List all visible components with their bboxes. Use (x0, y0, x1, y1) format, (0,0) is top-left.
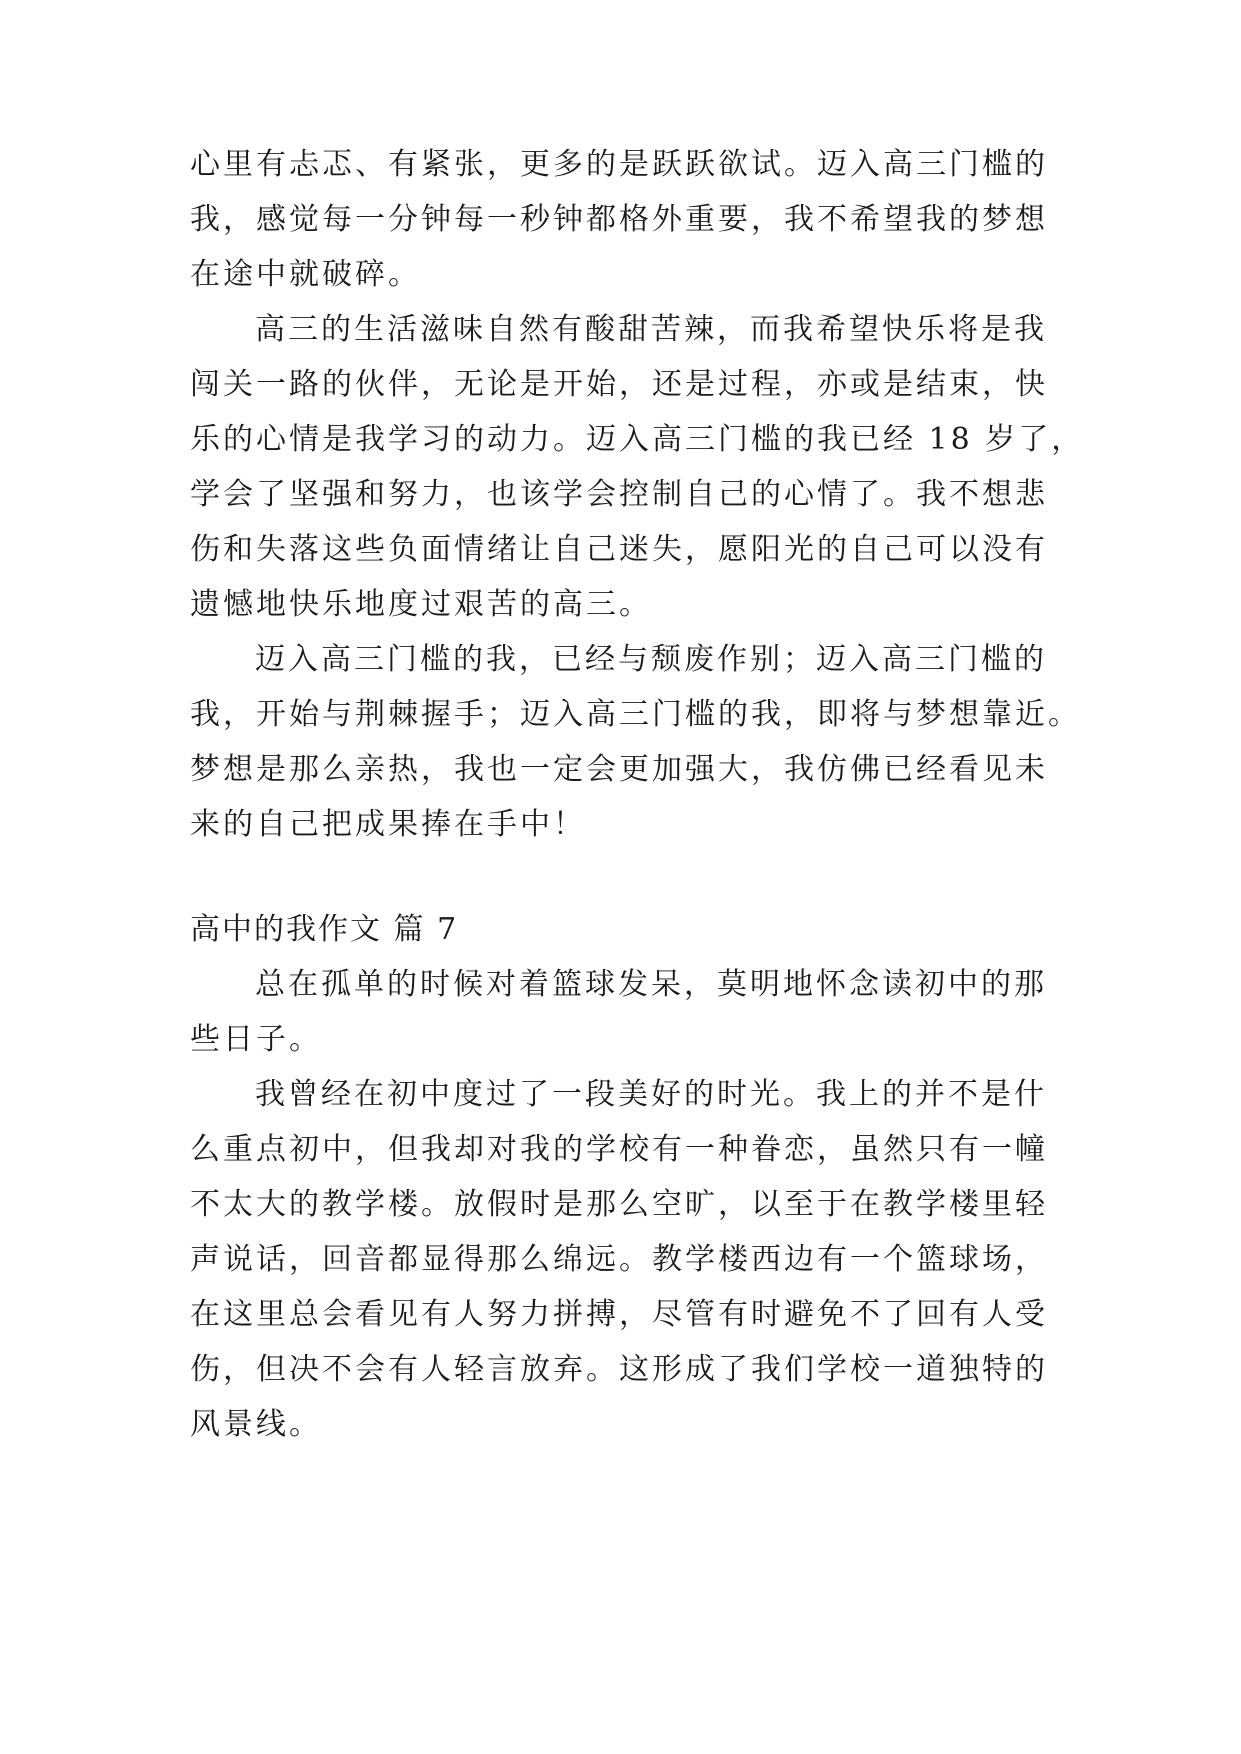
paragraph-line: 我曾经在初中度过了一段美好的时光。我上的并不是什 (255, 1077, 1047, 1112)
paragraph-line: 梦想是那么亲热，我也一定会更加强大，我仿佛已经看见未 (190, 752, 1048, 787)
paragraph-line: 声说话，回音都显得那么绵远。教学楼西边有一个篮球场， (190, 1242, 1048, 1277)
paragraph-line: 高三的生活滋味自然有酸甜苦辣，而我希望快乐将是我 (255, 312, 1047, 347)
paragraph-line: 伤和失落这些负面情绪让自己迷失，愿阳光的自己可以没有 (190, 532, 1048, 567)
paragraph-line: 乐的心情是我学习的动力。迈入高三门槛的我已经 18 岁了， (190, 422, 1085, 457)
paragraph-line: 遗憾地快乐地度过艰苦的高三。 (190, 587, 652, 622)
paragraph-line: 么重点初中，但我却对我的学校有一种眷恋，虽然只有一幢 (190, 1132, 1048, 1167)
paragraph-line: 伤，但决不会有人轻言放弃。这形成了我们学校一道独特的 (190, 1352, 1048, 1387)
paragraph-line: 闯关一路的伙伴，无论是开始，还是过程，亦或是结束，快 (190, 367, 1048, 402)
paragraph-line: 在这里总会看见有人努力拼搏，尽管有时避免不了回有人受 (190, 1297, 1048, 1332)
paragraph-line: 些日子。 (190, 1022, 322, 1057)
paragraph-line: 我，开始与荆棘握手；迈入高三门槛的我，即将与梦想靠近。 (190, 697, 1081, 732)
section-title: 高中的我作文 篇 7 (190, 912, 459, 947)
paragraph-line: 不太大的教学楼。放假时是那么空旷，以至于在教学楼里轻 (190, 1187, 1048, 1222)
paragraph-line: 风景线。 (190, 1407, 322, 1442)
paragraph-line: 来的自己把成果捧在手中！ (190, 807, 586, 842)
paragraph-line: 学会了坚强和努力，也该学会控制自己的心情了。我不想悲 (190, 477, 1048, 512)
paragraph-line: 心里有忐忑、有紧张，更多的是跃跃欲试。迈入高三门槛的 (190, 147, 1048, 182)
paragraph-line: 迈入高三门槛的我，已经与颓废作别；迈入高三门槛的 (255, 642, 1047, 677)
paragraph-line: 总在孤单的时候对着篮球发呆，莫明地怀念读初中的那 (255, 967, 1047, 1002)
paragraph-line: 我，感觉每一分钟每一秒钟都格外重要，我不希望我的梦想 (190, 202, 1048, 237)
paragraph-line: 在途中就破碎。 (190, 257, 421, 292)
